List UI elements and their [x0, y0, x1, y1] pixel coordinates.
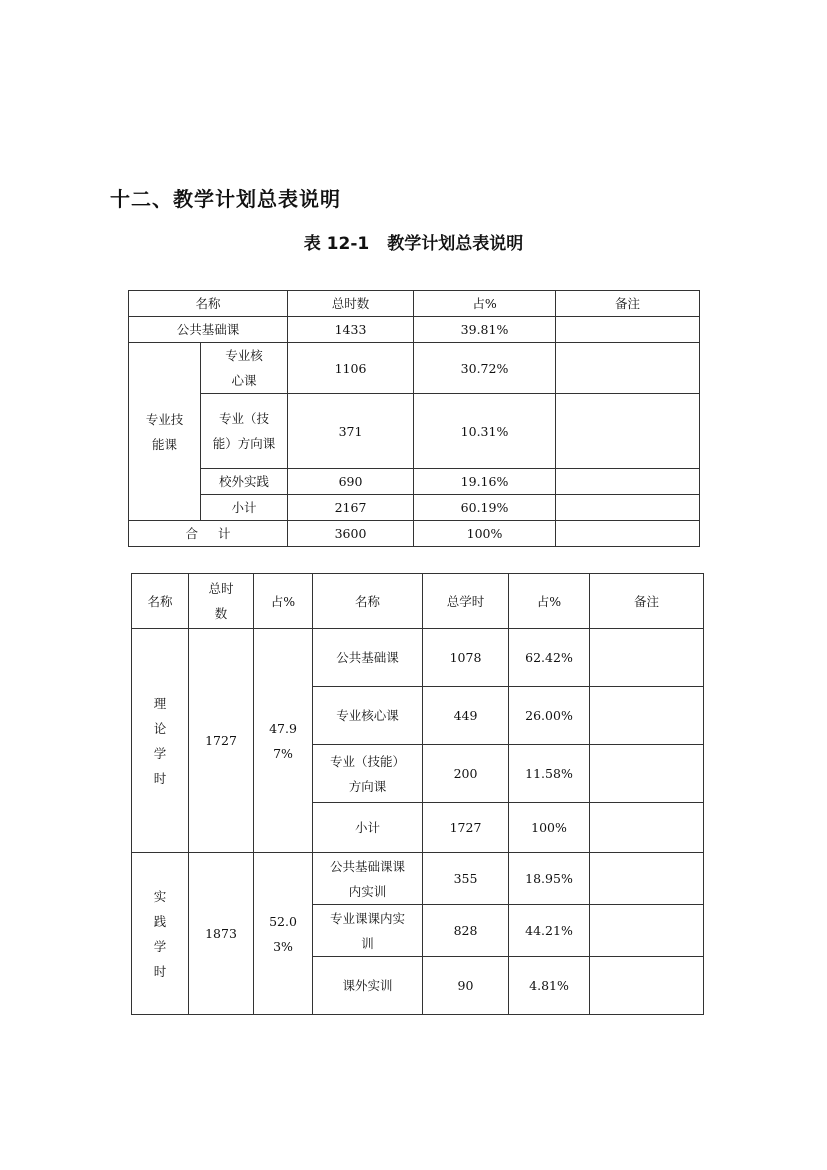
- row-name: 公共基础课: [129, 317, 288, 343]
- header-percent: 占%: [414, 291, 556, 317]
- row-name: 专业核心课: [313, 687, 423, 745]
- row-hours: 1727: [423, 803, 509, 853]
- practice-hours: 1873: [189, 853, 254, 1015]
- table-header-row: [129, 291, 700, 317]
- row-notes: [556, 521, 700, 547]
- row-name: 校外实践: [201, 469, 288, 495]
- row-notes: [590, 853, 704, 905]
- row-notes: [590, 687, 704, 745]
- table-row: [129, 317, 700, 343]
- row-percent: 44.21%: [509, 905, 590, 957]
- row-notes: [556, 394, 700, 469]
- row-percent: 10.31%: [414, 394, 556, 469]
- row-percent: 18.95%: [509, 853, 590, 905]
- theory-label: 理论学时: [132, 629, 189, 853]
- header-hours: 总时数: [288, 291, 414, 317]
- caption-title: 教学计划总表说明: [387, 234, 524, 254]
- row-notes: [590, 957, 704, 1015]
- row-hours: 828: [423, 905, 509, 957]
- practice-percent: 52.03%: [254, 853, 313, 1015]
- row-percent: 60.19%: [414, 495, 556, 521]
- row-hours: 1106: [288, 343, 414, 394]
- row-notes: [556, 317, 700, 343]
- header-notes: 备注: [556, 291, 700, 317]
- row-percent: 62.42%: [509, 629, 590, 687]
- row-name: 专业课课内实训: [313, 905, 423, 957]
- caption-number: 表 12-1: [303, 234, 370, 254]
- row-notes: [590, 905, 704, 957]
- table-row: [129, 394, 700, 469]
- row-name: 专业（技能）方向课: [313, 745, 423, 803]
- header-hours: 总时数: [189, 574, 254, 629]
- header-hours2: 总学时: [423, 574, 509, 629]
- row-notes: [556, 495, 700, 521]
- row-notes: [556, 343, 700, 394]
- row-percent: 30.72%: [414, 343, 556, 394]
- row-notes: [590, 629, 704, 687]
- row-name: 合 计: [129, 521, 288, 547]
- row-hours: 690: [288, 469, 414, 495]
- row-percent: 4.81%: [509, 957, 590, 1015]
- table-header-row: [132, 574, 704, 629]
- practice-label: 实践学时: [132, 853, 189, 1015]
- header-name: 名称: [132, 574, 189, 629]
- row-hours: 90: [423, 957, 509, 1015]
- row-hours: 355: [423, 853, 509, 905]
- row-name: 课外实训: [313, 957, 423, 1015]
- row-percent: 26.00%: [509, 687, 590, 745]
- row-name: 专业（技能）方向课: [201, 394, 288, 469]
- row-percent: 19.16%: [414, 469, 556, 495]
- table-row: [129, 343, 700, 394]
- theory-percent: 47.97%: [254, 629, 313, 853]
- row-hours: 449: [423, 687, 509, 745]
- header-notes: 备注: [590, 574, 704, 629]
- header-name: 名称: [129, 291, 288, 317]
- row-percent: 11.58%: [509, 745, 590, 803]
- header-percent2: 占%: [509, 574, 590, 629]
- theory-hours: 1727: [189, 629, 254, 853]
- row-name: 小计: [201, 495, 288, 521]
- row-hours: 3600: [288, 521, 414, 547]
- row-name: 小计: [313, 803, 423, 853]
- row-notes: [590, 745, 704, 803]
- row-hours: 371: [288, 394, 414, 469]
- row-percent: 39.81%: [414, 317, 556, 343]
- table-row: [129, 469, 700, 495]
- table-row: [132, 853, 704, 905]
- row-name: 公共基础课: [313, 629, 423, 687]
- table-total-row: [129, 521, 700, 547]
- header-name2: 名称: [313, 574, 423, 629]
- table-caption: [0, 230, 827, 258]
- row-hours: 2167: [288, 495, 414, 521]
- row-notes: [556, 469, 700, 495]
- row-hours: 1433: [288, 317, 414, 343]
- header-percent: 占%: [254, 574, 313, 629]
- section-title: 十二、教学计划总表说明: [110, 187, 341, 211]
- row-percent: 100%: [414, 521, 556, 547]
- row-name: 公共基础课课内实训: [313, 853, 423, 905]
- group-label: 专业技能课: [129, 343, 201, 521]
- row-hours: 200: [423, 745, 509, 803]
- row-notes: [590, 803, 704, 853]
- table-row: [132, 629, 704, 687]
- row-percent: 100%: [509, 803, 590, 853]
- curriculum-summary-table: [128, 290, 700, 547]
- row-hours: 1078: [423, 629, 509, 687]
- hours-breakdown-table: [131, 573, 704, 1015]
- row-name: 专业核心课: [201, 343, 288, 394]
- table-row: [129, 495, 700, 521]
